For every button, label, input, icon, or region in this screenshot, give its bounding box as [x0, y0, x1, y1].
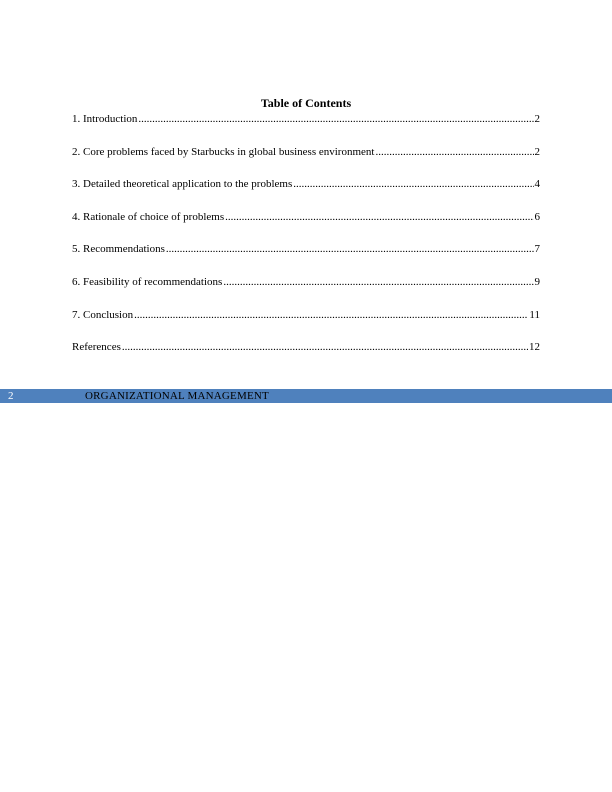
toc-entry-page: 2	[534, 113, 540, 125]
toc-entry-page: 11	[529, 308, 540, 321]
toc-entry-theoretical-application[interactable]	[72, 177, 540, 191]
toc-entry-feasibility[interactable]	[72, 275, 540, 289]
toc-entry-references[interactable]	[72, 340, 540, 354]
toc-dot-leader	[223, 275, 533, 289]
toc-entry-label: 2. Core problems faced by Starbucks in global business environment	[72, 145, 375, 158]
toc-entry-introduction[interactable]	[72, 112, 540, 126]
toc-entry-label: 4. Rationale of choice of problems	[72, 210, 225, 223]
toc-entry-page: 9	[534, 275, 540, 288]
toc-entry-label: 3. Detailed theoretical application to the problems	[72, 178, 293, 191]
toc-entry-label: 7. Conclusion	[72, 308, 134, 321]
toc-dot-leader	[375, 145, 533, 159]
toc-dot-leader	[225, 210, 533, 224]
toc-entry-label: 1. Introduction	[72, 113, 138, 125]
toc-heading: Table of Contents	[260, 96, 352, 110]
toc-dot-leader	[122, 340, 528, 354]
table-of-contents	[72, 112, 540, 373]
toc-entry-label: 5. Recommendations	[72, 243, 165, 256]
toc-entry-page: 7	[534, 243, 540, 256]
toc-entry-label: References	[72, 341, 121, 354]
toc-entry-page: 4	[534, 178, 540, 191]
page-number: 2	[8, 390, 14, 402]
toc-entry-conclusion[interactable]	[72, 308, 540, 322]
toc-dot-leader	[166, 242, 534, 256]
toc-entry-label: 6. Feasibility of recommendations	[72, 275, 223, 288]
toc-entry-rationale[interactable]	[72, 210, 540, 224]
toc-dot-leader	[138, 112, 533, 126]
toc-dot-leader	[293, 177, 533, 191]
toc-entry-page: 12	[529, 341, 540, 354]
toc-entry-recommendations[interactable]	[72, 242, 540, 256]
running-title: ORGANIZATIONAL MANAGEMENT	[85, 390, 269, 402]
toc-entry-page: 6	[534, 210, 540, 223]
toc-dot-leader	[134, 308, 528, 322]
toc-entry-page: 2	[534, 145, 540, 158]
toc-entry-core-problems[interactable]	[72, 145, 540, 159]
